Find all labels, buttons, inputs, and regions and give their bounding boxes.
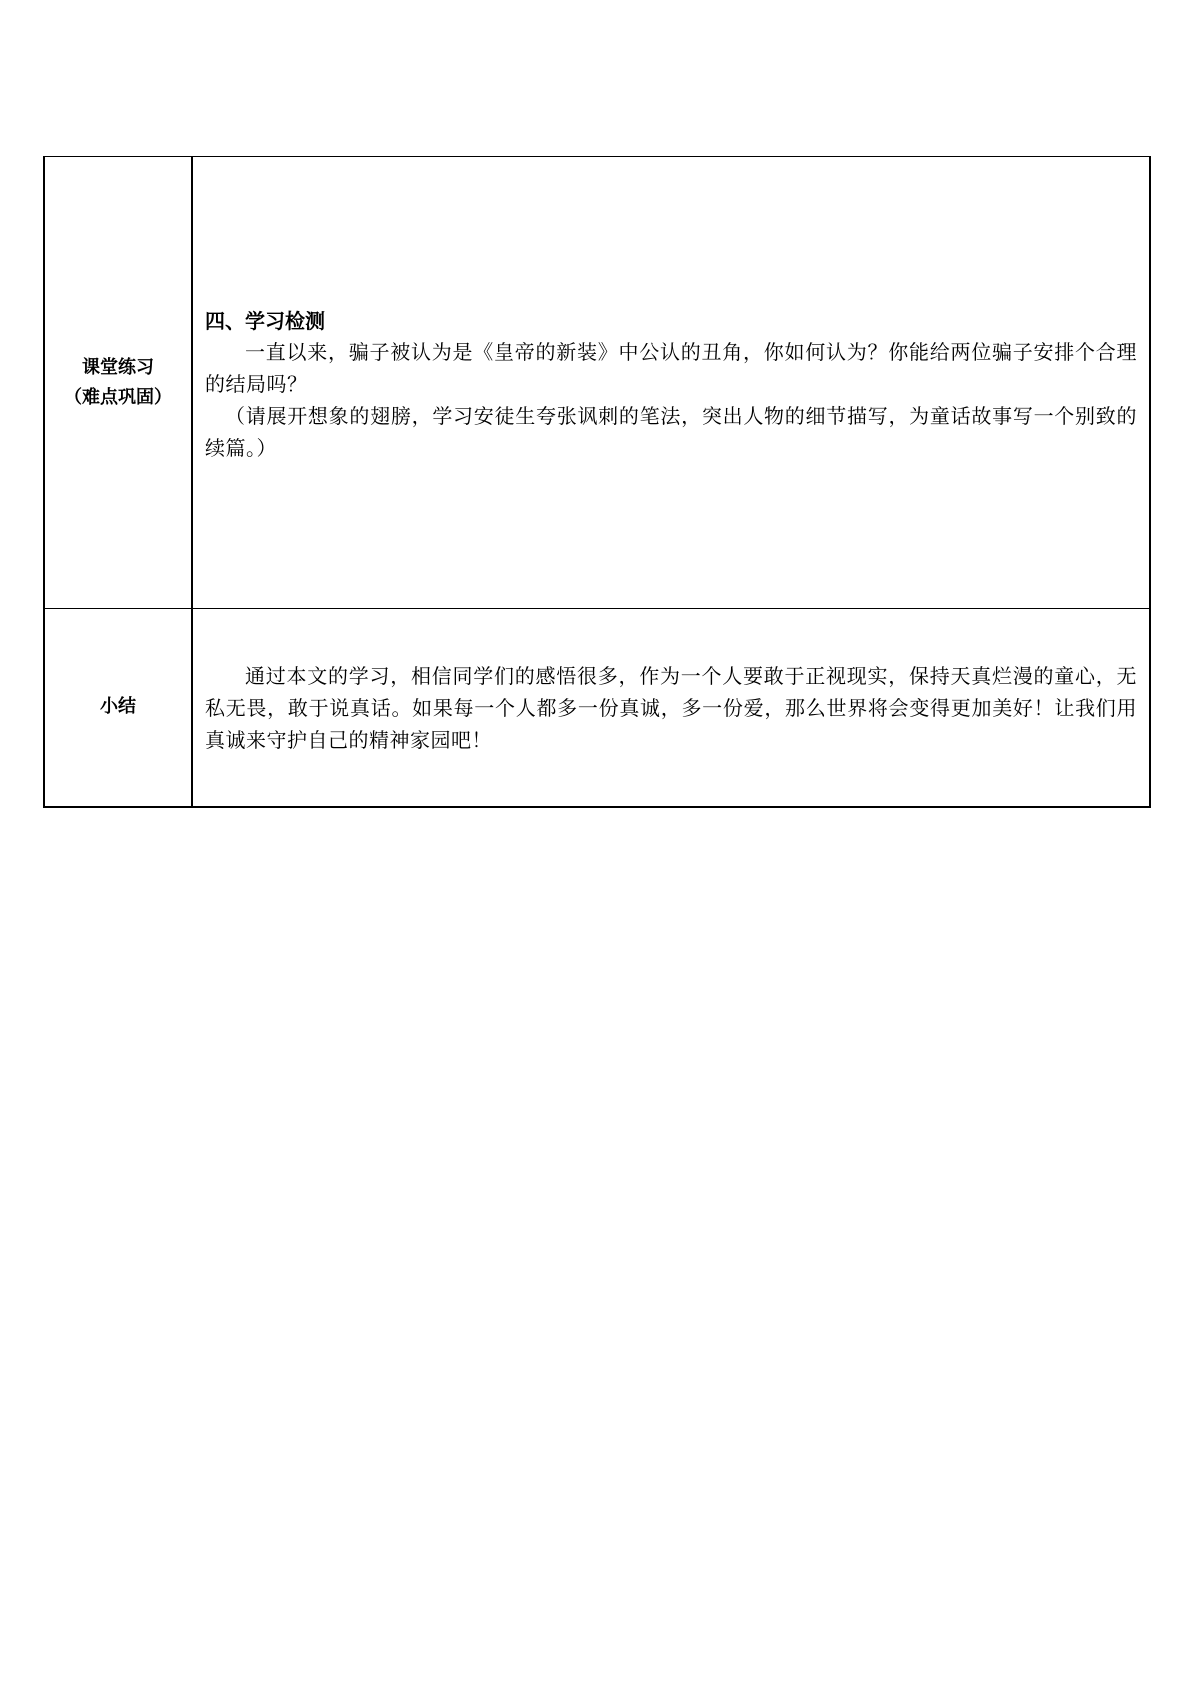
practice-label-line1: 课堂练习 [82, 356, 154, 378]
summary-label-cell [44, 609, 192, 807]
summary-text: 通过本文的学习，相信同学们的感悟很多，作为一个人要敢于正视现实，保持天真烂漫的童心，无私无畏，敢于说真话。如果每一个人都多一份真诚，多一份爱，那么世界将会变得更加美好！让我们用真诚来守护自己的精神家园吧！ [205, 664, 1137, 753]
table-row-summary [44, 609, 1150, 807]
practice-content [205, 302, 1137, 464]
practice-content-cell [192, 157, 1150, 609]
practice-note: （请展开想象的翅膀，学习安徒生夸张讽刺的笔法，突出人物的细节描写，为童话故事写一个别致的续篇。） [205, 403, 1137, 460]
summary-label: 小结 [100, 696, 136, 718]
table-row-practice [44, 157, 1150, 609]
practice-label-line2: （难点巩固） [64, 386, 172, 408]
lesson-table [43, 156, 1151, 808]
practice-question: 一直以来，骗子被认为是《皇帝的新装》中公认的丑角，你如何认为？你能给两位骗子安排个合理的结局吗？ [205, 339, 1137, 396]
summary-content [205, 658, 1137, 756]
section-heading: 四、学习检测 [205, 308, 325, 333]
practice-label-cell [44, 157, 192, 609]
summary-content-cell [192, 609, 1150, 807]
